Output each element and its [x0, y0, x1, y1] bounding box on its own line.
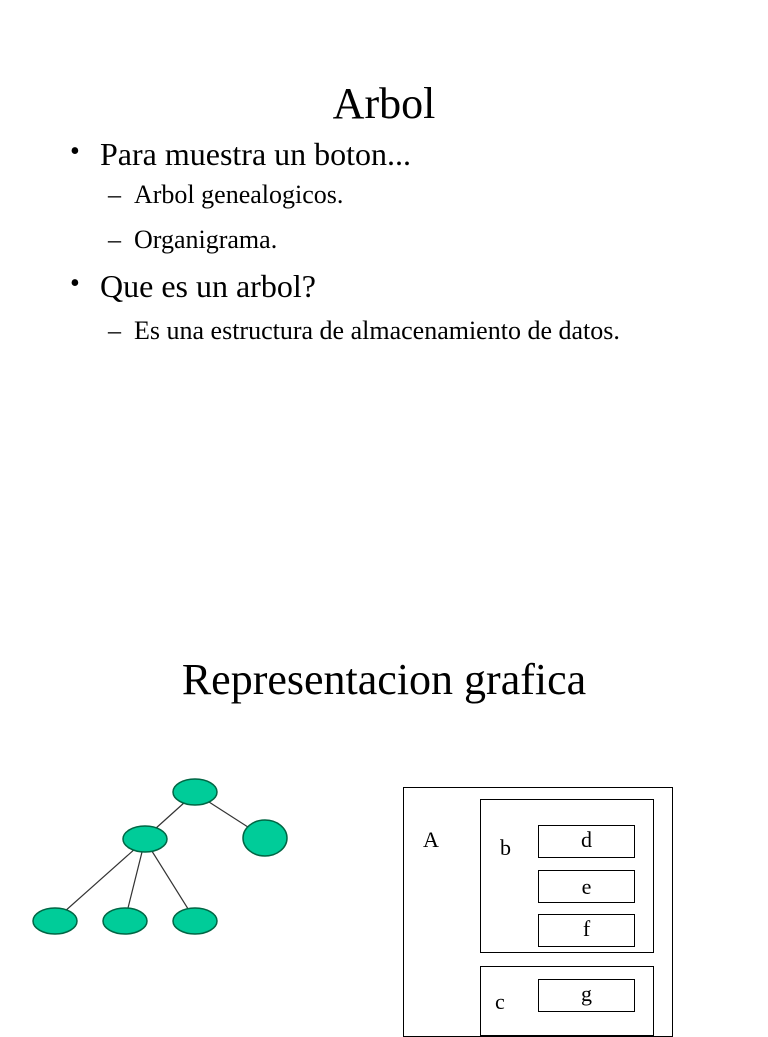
box-label-c: c — [495, 989, 505, 1014]
tree-node-root — [173, 779, 217, 805]
bullet-item-1 — [70, 136, 412, 172]
box-leaf-g — [538, 979, 635, 1012]
box-leaf-f-label: f — [582, 916, 591, 941]
tree-node-leaf-2 — [103, 908, 147, 934]
sub-mark: – — [108, 225, 121, 254]
sub-mark: – — [108, 180, 121, 209]
tree-node-leaf-1 — [33, 908, 77, 934]
sub-mark: – — [108, 316, 121, 345]
sub-text-2-1: Es una estructura de almacenamiento de datos. — [134, 316, 620, 345]
sub-text-1-2: Organigrama. — [134, 225, 278, 254]
sub-item-1-1 — [108, 180, 344, 209]
box-leaf-d-label: d — [581, 827, 592, 852]
sub-text-1-1: Arbol genealogicos. — [134, 180, 344, 209]
slide-title-representacion: Representacion grafica — [181, 655, 587, 704]
box-label-b: b — [500, 835, 511, 860]
box-leaf-g-label: g — [581, 981, 592, 1006]
sub-item-2-1 — [108, 316, 620, 345]
box-leaf-d — [538, 825, 635, 858]
box-leaf-e — [538, 870, 635, 903]
bullet-mark: • — [70, 136, 80, 167]
sub-item-1-2 — [108, 225, 278, 254]
tree-diagram — [0, 760, 320, 960]
box-label-a: A — [423, 827, 439, 852]
bullet-text-2: Que es un arbol? — [100, 268, 316, 304]
tree-node-right — [243, 820, 287, 856]
box-leaf-e-label: e — [581, 874, 592, 899]
bullet-item-2 — [70, 268, 316, 304]
bullet-text-1: Para muestra un boton... — [100, 136, 412, 172]
tree-node-mid — [123, 826, 167, 852]
box-leaf-f — [538, 914, 635, 947]
slide-title-arbol: Arbol — [332, 79, 436, 128]
tree-node-leaf-3 — [173, 908, 217, 934]
bullet-mark: • — [70, 268, 80, 299]
